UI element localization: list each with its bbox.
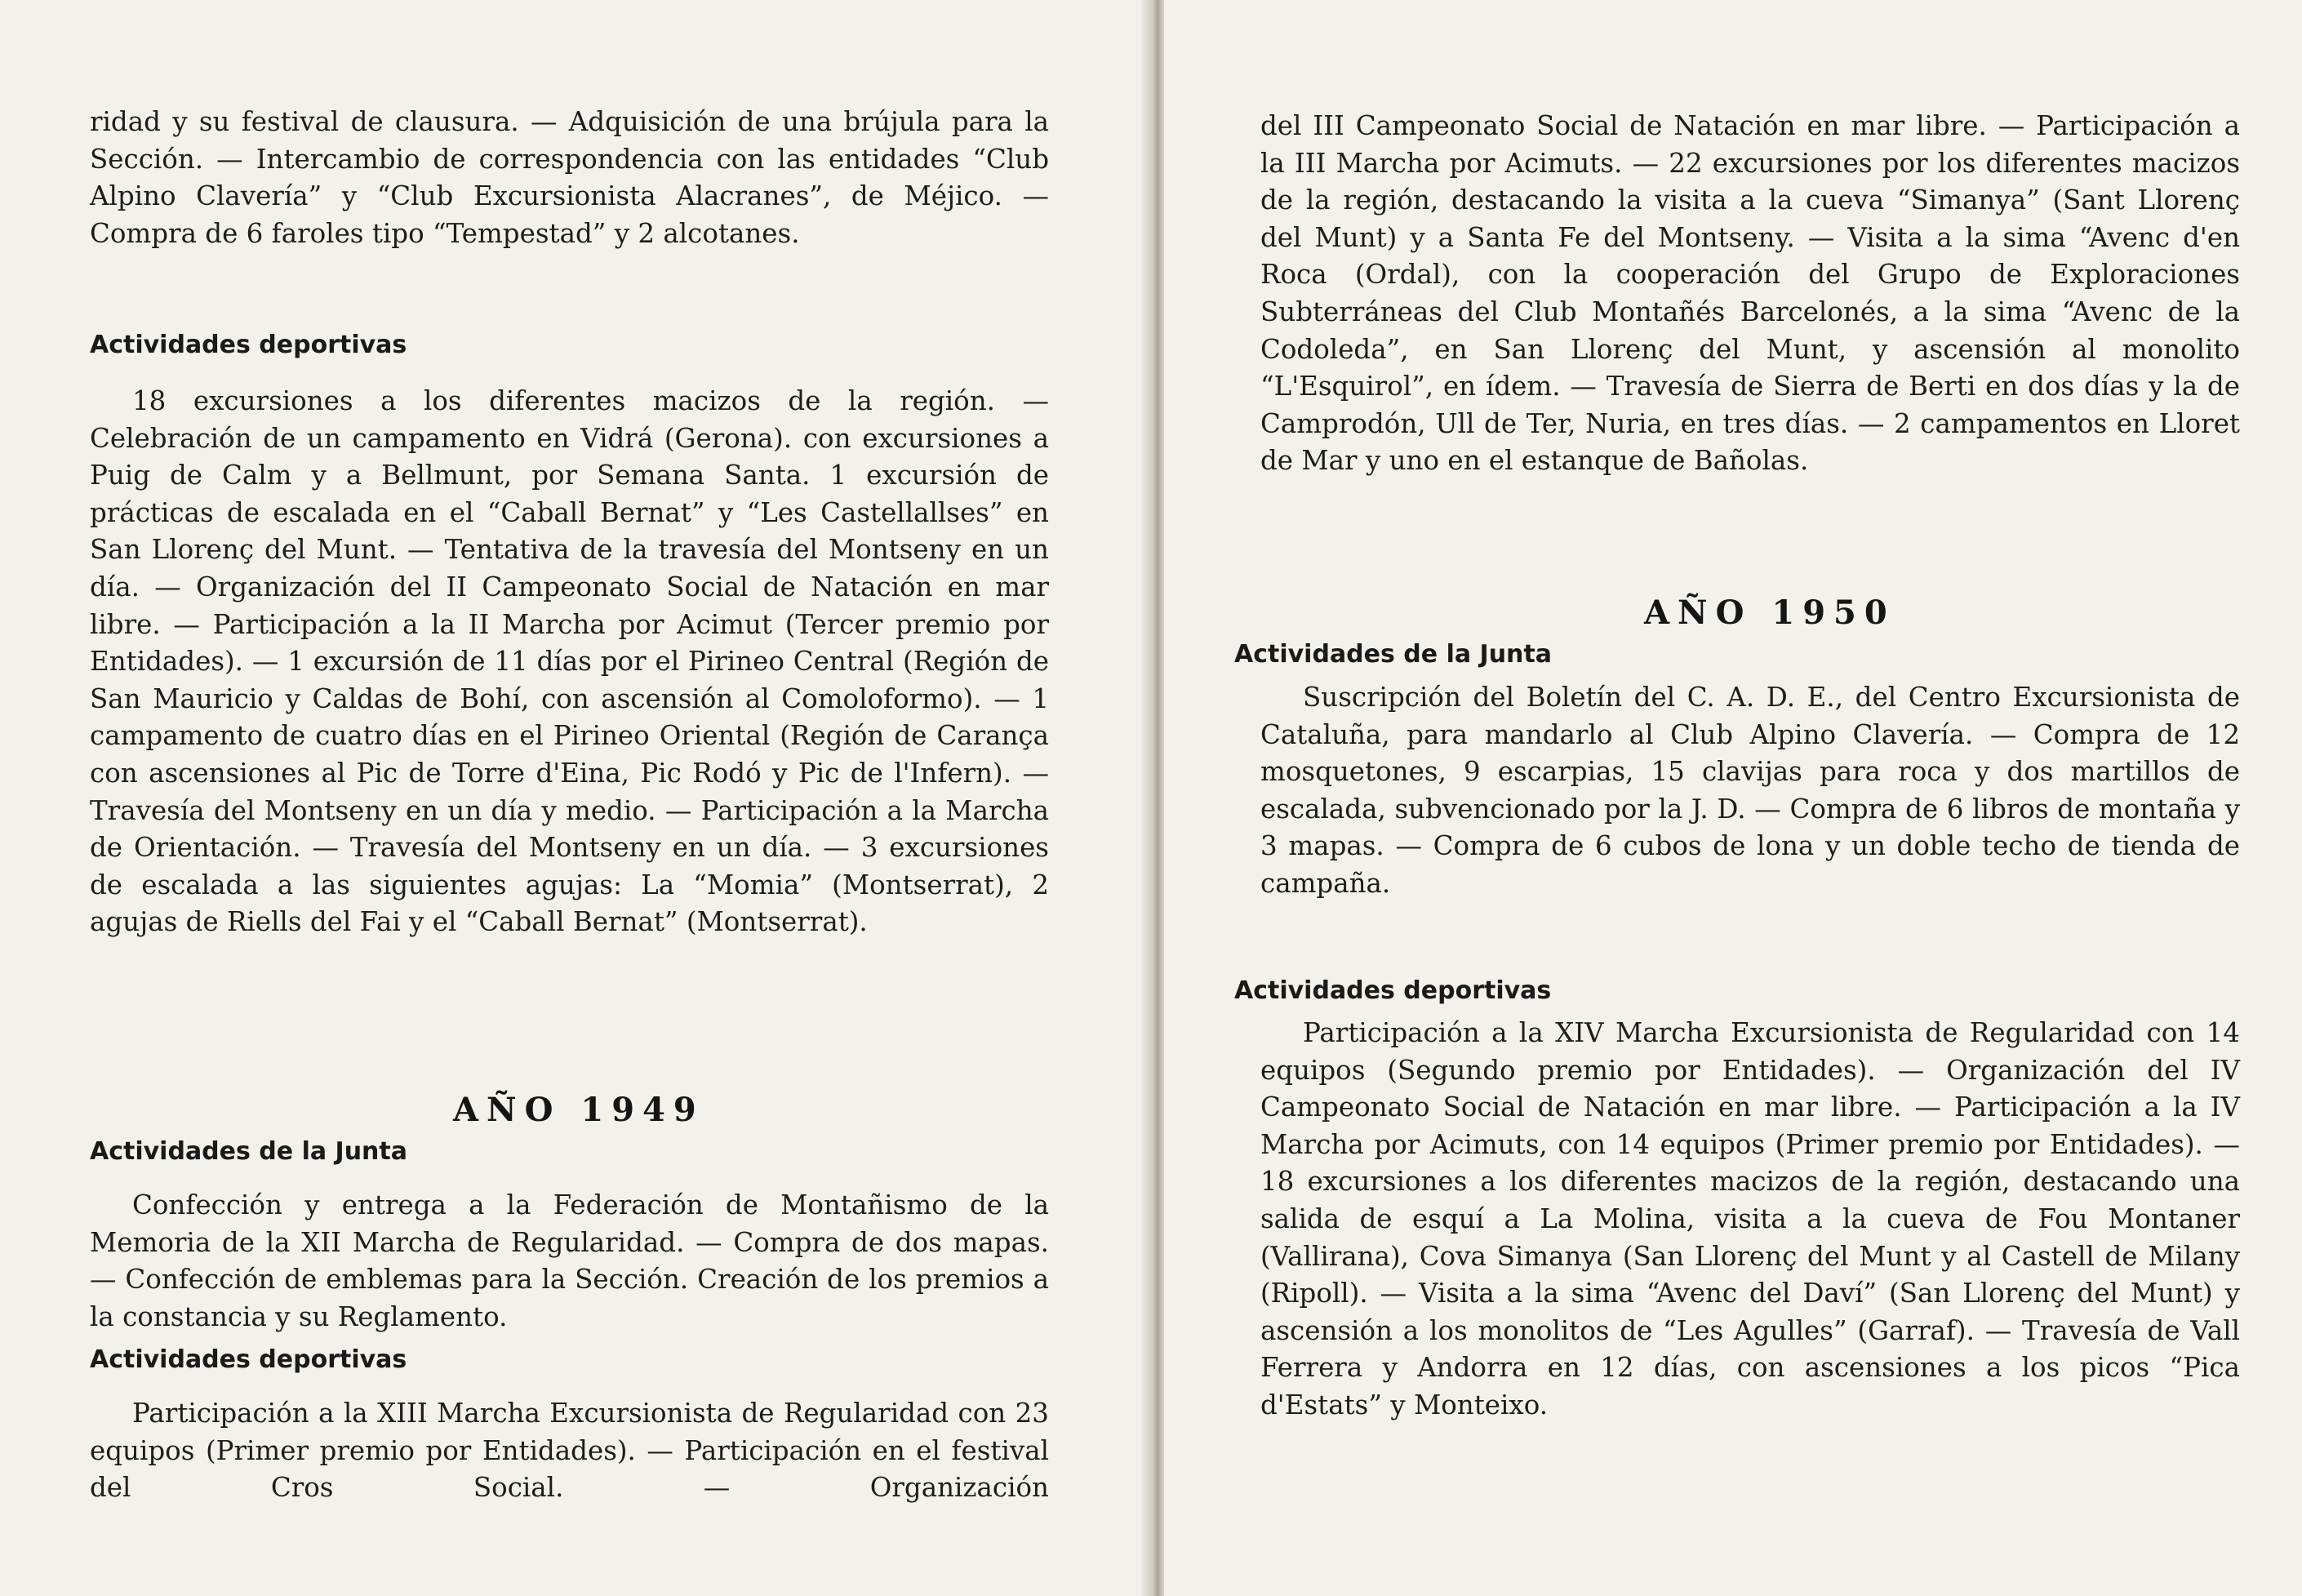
right-heading-actividades-junta-1950: Actividades de la Junta <box>1234 640 1553 669</box>
left-heading-actividades-junta-1949: Actividades de la Junta <box>90 1137 408 1166</box>
right-junta-1950-paragraph: Suscripción del Boletín del C. A. D. E., del Centro Excursionista de Cataluña, para mandarlo al Club Alpino Clavería. — Compra de 12 mosquetones, 9 escarpias, 15 clavijas para roca y dos martillos de escalada, subvencionado por la J. D. — Compra de 6 libros de montaña y 3 mapas. — Compra de 6 cubos de lona y un doble techo de tienda de campaña. <box>1260 682 2240 899</box>
right-deportivas-1950-paragraph: Participación a la XIV Marcha Excursionista de Regularidad con 14 equipos (Segundo premio por Entidades). — Organización del IV Campeonato Social de Natación en mar libre. — Participación a la IV Marcha por Acimuts, con 14 equipos (Primer premio por Entidades). — 18 excursiones a los diferentes macizos de la región, destacando una salida de esquí a La Molina, visita a la cueva de Fou Montaner (Vallirana), Cova Simanya (San Llorenç del Munt y al Castell de Milany (Ripoll). — Visita a la sima “Avenc del Daví” (San Llorenç del Munt) y ascensión a los monolitos de “Les Agulles” (Garraf). — Travesía de Vall Ferrera y Andorra en 12 días, con ascensiones a los picos “Pica d'Estats” y Monteixo. <box>1260 1017 2240 1420</box>
year-heading-1950: AÑO 1950 <box>1644 593 1895 632</box>
left-deportivas-1949-paragraph: Participación a la XIII Marcha Excursionista de Regularidad con 23 equipos (Primer premio por Entidades). — Participación en el festival del Cros Social. — Organización <box>90 1398 1049 1504</box>
left-heading-actividades-deportivas-1948: Actividades deportivas <box>90 331 407 359</box>
right-heading-actividades-deportivas-1950: Actividades deportivas <box>1234 976 1552 1005</box>
left-heading-actividades-deportivas-1949: Actividades deportivas <box>90 1345 407 1374</box>
left-deportivas-1948-paragraph: 18 excursiones a los diferentes macizos de la región. — Celebración de un campamento en Vidrá (Gerona). con excursiones a Puig de Calm y a Bellmunt, por Semana Santa. 1 excursión de prácticas de escalada en el “Caball Bernat” y “Les Castellallses” en San Llorenç del Munt. — Tentativa de la travesía del Montseny en un día. — Organización del II Campeonato Social de Natación en mar libre. — Participación a la II Marcha por Acimut (Tercer premio por Entidades). — 1 excursión de 11 días por el Pirineo Central (Región de San Mauricio y Caldas de Bohí, con ascensión al Comoloformo). — 1 campamento de cuatro días en el Pirineo Oriental (Región de Carança con ascensiones al Pic de Torre d'Eina, Pic Rodó y Pic de l'Infern). — Travesía del Montseny en un día y medio. — Participación a la Marcha de Orientación. — Travesía del Montseny en un día. — 3 excursiones de escalada a las siguientes agujas: La “Momia” (Montserrat), 2 agujas de Riells del Fai y el “Caball Bernat” (Montserrat). <box>90 385 1049 938</box>
right-intro-paragraph: del III Campeonato Social de Natación en mar libre. — Participación a la III Marcha por Acimuts. — 22 excursiones por los diferentes macizos de la región, destacando la visita a la cueva “Simanya” (Sant Llorenç del Munt) y a Santa Fe del Montseny. — Visita a la sima “Avenc d'en Roca (Ordal), con la cooperación del Grupo de Exploraciones Subterráneas del Club Montañés Barcelonés, a la sima “Avenc de la Codoleda”, en San Llorenç del Munt, y ascensión al monolito “L'Esquirol”, en ídem. — Travesía de Sierra de Berti en dos días y la de Camprodón, Ull de Ter, Nuria, en tres días. — 2 campamentos en Lloret de Mar y uno en el estanque de Bañolas. <box>1260 110 2240 477</box>
year-heading-1949: AÑO 1949 <box>453 1091 704 1129</box>
left-intro-paragraph: ridad y su festival de clausura. — Adquisición de una brújula para la Sección. — Intercambio de correspondencia con las entidades “Club Alpino Clavería” y “Club Excursionista Alacranes”, de Méjico. — Compra de 6 faroles tipo “Tempestad” y 2 alcotanes. <box>90 106 1049 249</box>
left-junta-1949-paragraph: Confección y entrega a la Federación de Montañismo de la Memoria de la XII Marcha de Regularidad. — Compra de dos mapas. — Confección de emblemas para la Sección. Creación de los premios a la constancia y su Reglamento. <box>90 1189 1049 1332</box>
right-page <box>1164 0 2302 1596</box>
